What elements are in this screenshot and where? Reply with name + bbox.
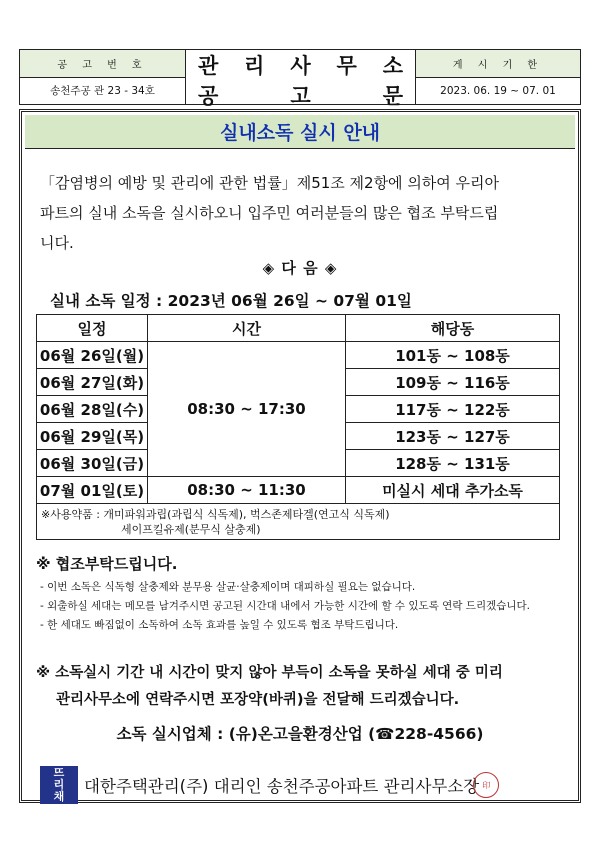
logo-char: 뜨 bbox=[53, 766, 65, 779]
notice-title bbox=[186, 80, 415, 110]
cell-buildings: 미실시 세대 추가소독 bbox=[346, 477, 560, 504]
section-heading: ◈ 다 음 ◈ bbox=[262, 259, 338, 277]
intro-line: 니다. bbox=[40, 234, 74, 252]
chemicals-row bbox=[37, 504, 560, 540]
intro-paragraph bbox=[40, 168, 565, 258]
cell-buildings: 101동 ~ 108동 bbox=[346, 342, 560, 369]
schedule-table bbox=[36, 314, 560, 540]
notice-header bbox=[19, 49, 581, 108]
cooperation-heading: ※ 협조부탁드립니다. bbox=[36, 555, 178, 573]
footer-text: 대한주택관리(주) 대리인 송천주공아파트 관리사무소장 bbox=[84, 777, 480, 796]
office-title-char: 사 bbox=[290, 54, 311, 78]
chemicals-line: ※사용약품 : 개미파워과립(과립식 식독제), 벅스존제타겔(연고식 식독제) bbox=[41, 507, 390, 521]
notice-number-value: 송천주공 관 23 - 34호 bbox=[50, 85, 155, 98]
office-title-char: 관 bbox=[198, 54, 219, 78]
schedule-label: 실내 소독 일정 : 2023년 06월 26일 ~ 07월 01일 bbox=[50, 292, 412, 310]
list-item: - 외출하실 세대는 메모를 남겨주시면 공고된 시간대 내에서 가능한 시간에 할 수 있도록 연락 드리겠습니다. bbox=[40, 600, 531, 612]
office-title bbox=[186, 50, 415, 80]
notice-main-title: 실내소독 실시 안내 bbox=[219, 122, 381, 144]
cell-date: 06월 28일(수) bbox=[37, 396, 148, 423]
title-bar bbox=[25, 115, 575, 149]
cell-weekday-time: 08:30 ~ 17:30 bbox=[148, 342, 346, 477]
cell-date: 06월 29일(목) bbox=[37, 423, 148, 450]
cell-buildings: 123동 ~ 127동 bbox=[346, 423, 560, 450]
table-row bbox=[37, 342, 560, 369]
notice-number-label: 공 고 번 호 bbox=[20, 50, 185, 78]
list-item: - 한 세대도 빠짐없이 소독하여 소독 효과를 높일 수 있도록 협조 부탁드립니다. bbox=[40, 619, 399, 631]
intro-line: 파트의 실내 소독을 실시하오니 입주민 여러분들의 많은 협조 부탁드립 bbox=[40, 204, 499, 222]
header-buildings: 해당동 bbox=[346, 315, 560, 342]
cell-buildings: 117동 ~ 122동 bbox=[346, 396, 560, 423]
table-row bbox=[37, 477, 560, 504]
chemicals-line: 세이프킬유제(분무식 살충제) bbox=[121, 522, 261, 536]
posting-period-block bbox=[416, 50, 580, 104]
logo-char: 리 bbox=[53, 778, 65, 791]
logo-char: 채 bbox=[53, 790, 65, 803]
urgent-line: 관리사무소에 연락주시면 포장약(바퀴)을 전달해 드리겠습니다. bbox=[56, 692, 460, 708]
chemicals-cell bbox=[37, 504, 560, 540]
office-title-char: 리 bbox=[244, 54, 265, 78]
contractor-info: 소독 실시업체 : (유)온고을환경산업 (☎228-4566) bbox=[116, 725, 484, 743]
notes-list bbox=[40, 578, 560, 635]
cell-date: 06월 27일(화) bbox=[37, 369, 148, 396]
notice-number-block bbox=[20, 50, 186, 104]
cell-time: 08:30 ~ 11:30 bbox=[148, 477, 346, 504]
cell-buildings: 128동 ~ 131동 bbox=[346, 450, 560, 477]
urgent-line: ※ 소독실시 기간 내 시간이 맞지 않아 부득이 소독을 못하실 세대 중 미리 bbox=[36, 665, 503, 681]
cell-date: 06월 26일(월) bbox=[37, 342, 148, 369]
notice-title-char: 문 bbox=[382, 84, 403, 108]
office-title-char: 무 bbox=[336, 54, 357, 78]
cell-date: 06월 30일(금) bbox=[37, 450, 148, 477]
notice-title-char: 고 bbox=[290, 84, 311, 108]
posting-period-label: 게 시 기 한 bbox=[416, 50, 580, 78]
office-title-block bbox=[186, 50, 416, 108]
cell-buildings: 109동 ~ 116동 bbox=[346, 369, 560, 396]
footer-signature bbox=[40, 766, 560, 803]
notice-title-char: 공 bbox=[198, 84, 219, 108]
urgent-notice bbox=[36, 660, 560, 714]
cell-date: 07월 01일(토) bbox=[37, 477, 148, 504]
company-logo-icon bbox=[40, 766, 78, 804]
intro-line: 「감염병의 예방 및 관리에 관한 법률」제51조 제2항에 의하여 우리아 bbox=[40, 174, 500, 192]
posting-period-value: 2023. 06. 19 ~ 07. 01 bbox=[440, 84, 556, 97]
header-date: 일정 bbox=[37, 315, 148, 342]
office-title-char: 소 bbox=[382, 54, 403, 78]
list-item: - 이번 소독은 식독형 살충제와 분무용 살균·살충제이며 대피하실 필요는 없습니다. bbox=[40, 581, 416, 593]
table-header-row bbox=[37, 315, 560, 342]
header-time: 시간 bbox=[148, 315, 346, 342]
official-seal-icon: 印 bbox=[473, 772, 499, 798]
